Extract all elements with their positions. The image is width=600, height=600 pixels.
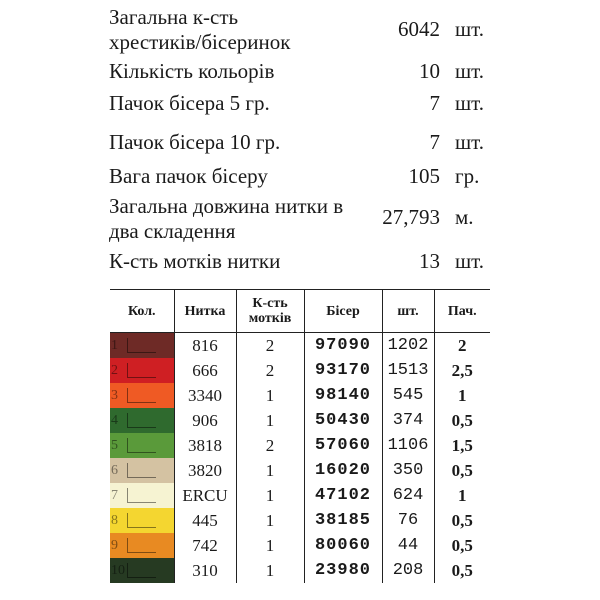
- table-row: [110, 358, 490, 383]
- color-swatch: [110, 533, 174, 558]
- length-unit: м.: [455, 205, 474, 229]
- count-cell: 44: [382, 533, 434, 558]
- color-swatch: [110, 433, 174, 458]
- skeins-cell: 1: [236, 458, 304, 483]
- skeins-cell: 2: [236, 333, 304, 359]
- header-skeins: К-сть мотків: [236, 290, 304, 333]
- color-number: 6: [111, 463, 118, 478]
- skeins-cell: 2: [236, 358, 304, 383]
- count-cell: 374: [382, 408, 434, 433]
- table-body: [110, 333, 490, 584]
- color-number: 3: [111, 388, 118, 403]
- skeins-value: 13: [419, 249, 440, 273]
- packs-cell: 0,5: [434, 558, 490, 583]
- color-number: 7: [111, 488, 118, 503]
- table-row: [110, 408, 490, 433]
- symbol-mark-icon: [127, 413, 156, 428]
- packs-cell: 0,5: [434, 458, 490, 483]
- color-number: 10: [111, 563, 125, 578]
- colors-value: 10: [419, 59, 440, 83]
- skeins-cell: 1: [236, 508, 304, 533]
- color-number: 2: [111, 363, 118, 378]
- color-swatch: [110, 458, 174, 483]
- header-bead: Бісер: [304, 290, 382, 333]
- packs5-unit: шт.: [455, 91, 485, 115]
- thread-cell: 3340: [174, 383, 236, 408]
- symbol-mark-icon: [127, 338, 156, 353]
- packs-cell: 1,5: [434, 433, 490, 458]
- thread-cell: 666: [174, 358, 236, 383]
- total-value: 6042: [398, 17, 440, 41]
- color-number: 8: [111, 513, 118, 528]
- skeins-cell: 1: [236, 533, 304, 558]
- packs10-label: Пачок бісера 10 гр.: [109, 130, 281, 154]
- packs-cell: 0,5: [434, 533, 490, 558]
- thread-cell: 310: [174, 558, 236, 583]
- bead-cell: 97090: [304, 333, 382, 359]
- header-count: шт.: [382, 290, 434, 333]
- count-cell: 208: [382, 558, 434, 583]
- packs-cell: 2,5: [434, 358, 490, 383]
- color-number: 9: [111, 538, 118, 553]
- bead-cell: 93170: [304, 358, 382, 383]
- packs-cell: 2: [434, 333, 490, 359]
- color-number: 5: [111, 438, 118, 453]
- thread-cell: 742: [174, 533, 236, 558]
- table-row: [110, 508, 490, 533]
- count-cell: 545: [382, 383, 434, 408]
- symbol-mark-icon: [127, 563, 156, 578]
- table-row: [110, 558, 490, 583]
- count-cell: 624: [382, 483, 434, 508]
- table-row: [110, 458, 490, 483]
- table-row: [110, 433, 490, 458]
- packs-cell: 1: [434, 383, 490, 408]
- skeins-unit: шт.: [455, 249, 485, 273]
- bead-cell: 50430: [304, 408, 382, 433]
- weight-label: Вага пачок бісеру: [109, 164, 268, 188]
- color-swatch: [110, 558, 174, 583]
- bead-cell: 80060: [304, 533, 382, 558]
- skeins-cell: 1: [236, 383, 304, 408]
- header-color: Кол.: [110, 290, 174, 333]
- bead-cell: 57060: [304, 433, 382, 458]
- count-cell: 350: [382, 458, 434, 483]
- color-number: 1: [111, 338, 118, 353]
- count-cell: 76: [382, 508, 434, 533]
- skeins-cell: 2: [236, 433, 304, 458]
- symbol-mark-icon: [127, 438, 156, 453]
- length-value: 27,793: [382, 205, 440, 229]
- color-swatch: [110, 383, 174, 408]
- color-swatch: [110, 408, 174, 433]
- packs-cell: 0,5: [434, 408, 490, 433]
- packs10-unit: шт.: [455, 130, 485, 154]
- packs5-value: 7: [429, 91, 440, 115]
- header-packs: Пач.: [434, 290, 490, 333]
- thread-cell: 3818: [174, 433, 236, 458]
- symbol-mark-icon: [127, 363, 156, 378]
- symbol-mark-icon: [127, 538, 156, 553]
- total-unit: шт.: [455, 17, 485, 41]
- count-cell: 1106: [382, 433, 434, 458]
- table-row: [110, 483, 490, 508]
- table-header: [110, 290, 490, 333]
- color-number: 4: [111, 413, 118, 428]
- weight-value: 105: [408, 164, 440, 188]
- total-label: Загальна к-сть хрестиків/бісеринок: [109, 5, 291, 54]
- bead-cell: 38185: [304, 508, 382, 533]
- count-cell: 1202: [382, 333, 434, 359]
- bead-cell: 47102: [304, 483, 382, 508]
- table-row: [110, 333, 490, 359]
- packs5-label: Пачок бісера 5 гр.: [109, 91, 270, 115]
- skeins-cell: 1: [236, 408, 304, 433]
- packs-cell: 0,5: [434, 508, 490, 533]
- thread-cell: 906: [174, 408, 236, 433]
- weight-unit: гр.: [455, 164, 480, 188]
- color-swatch: [110, 333, 174, 359]
- table-row: [110, 533, 490, 558]
- symbol-mark-icon: [127, 513, 156, 528]
- bead-table: [110, 289, 490, 583]
- symbol-mark-icon: [127, 463, 156, 478]
- thread-cell: ERCU: [174, 483, 236, 508]
- length-label: Загальна довжина нитки в два складення: [109, 194, 344, 243]
- symbol-mark-icon: [127, 488, 156, 503]
- count-cell: 1513: [382, 358, 434, 383]
- header-row: [110, 290, 490, 333]
- color-swatch: [110, 508, 174, 533]
- bead-cell: 16020: [304, 458, 382, 483]
- bead-cell: 98140: [304, 383, 382, 408]
- symbol-mark-icon: [127, 388, 156, 403]
- skeins-label: К-сть мотків нитки: [109, 249, 281, 273]
- packs10-value: 7: [429, 130, 440, 154]
- color-swatch: [110, 358, 174, 383]
- skeins-cell: 1: [236, 483, 304, 508]
- bead-cell: 23980: [304, 558, 382, 583]
- header-thread: Нитка: [174, 290, 236, 333]
- packs-cell: 1: [434, 483, 490, 508]
- table-row: [110, 383, 490, 408]
- color-swatch: [110, 483, 174, 508]
- thread-cell: 3820: [174, 458, 236, 483]
- thread-cell: 816: [174, 333, 236, 359]
- colors-label: Кількість кольорів: [109, 59, 275, 83]
- thread-cell: 445: [174, 508, 236, 533]
- colors-unit: шт.: [455, 59, 485, 83]
- skeins-cell: 1: [236, 558, 304, 583]
